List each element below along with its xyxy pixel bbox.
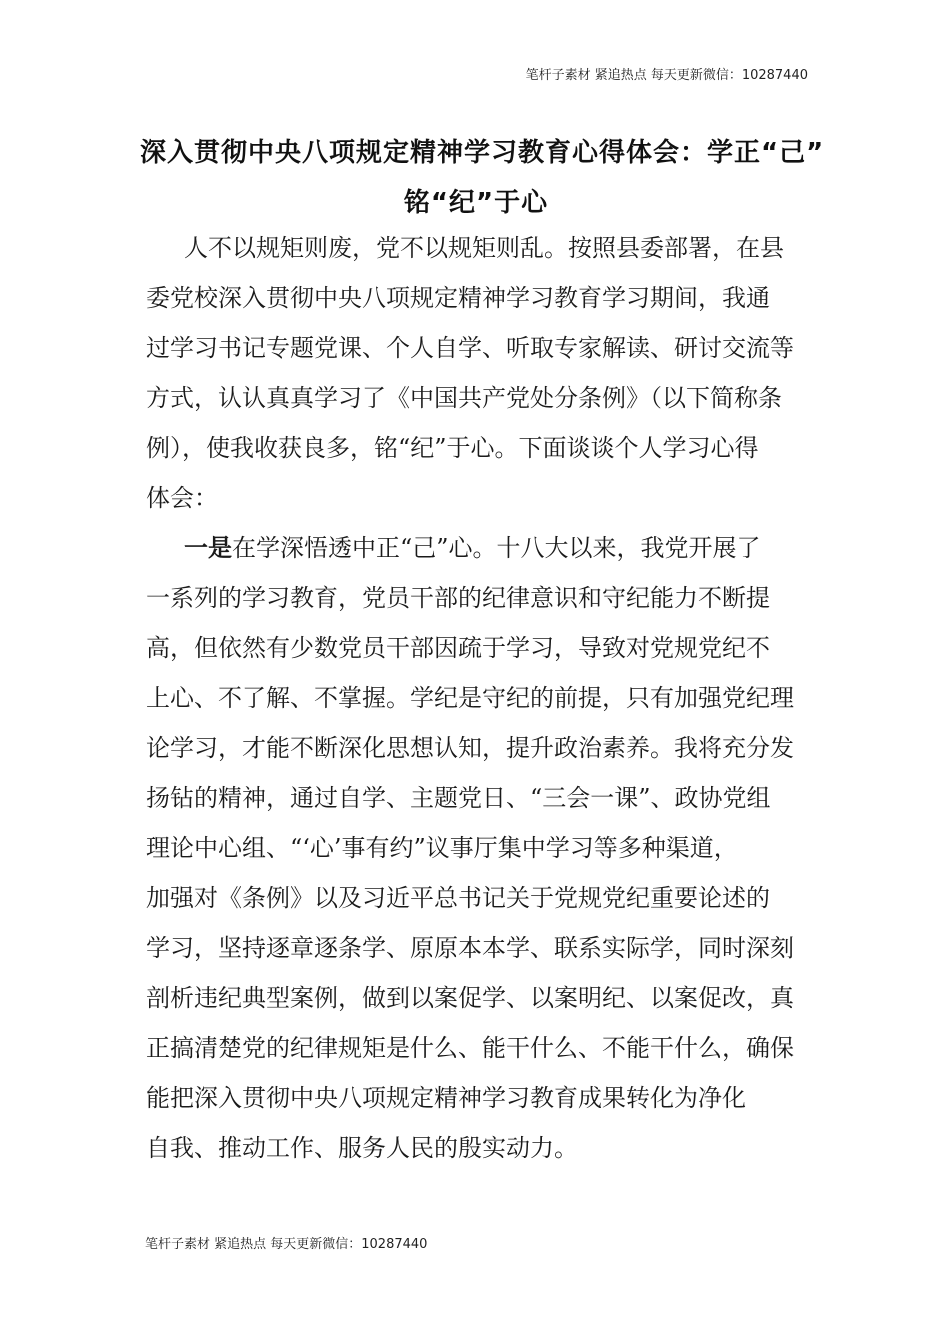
paragraph-2-line-8: 加强对《条例》以及习近平总书记关于党规党纪重要论述的 — [146, 884, 770, 912]
document-title-line-2: 铭“纪”于心 — [403, 188, 549, 218]
paragraph-1-line-1: 人不以规矩则废，党不以规矩则乱。按照县委部署，在县 — [184, 234, 784, 262]
paragraph-2-line-9: 学习，坚持逐章逐条学、原原本本学、联系实际学，同时深刻 — [146, 934, 794, 962]
paragraph-1-line-4: 方式，认认真真学习了《中国共产党处分条例》（以下简称条 — [146, 384, 782, 412]
header-note: 笔杆子素材 紧追热点 每天更新微信：10287440 — [525, 68, 808, 83]
paragraph-2-line-2: 一系列的学习教育，党员干部的纪律意识和守纪能力不断提 — [146, 584, 770, 612]
paragraph-2-line-1 — [184, 533, 761, 563]
paragraph-2-line-3: 高，但依然有少数党员干部因疏于学习，导致对党规党纪不 — [146, 634, 770, 662]
paragraph-1-line-5: 例），使我收获良多，铭“纪”于心。下面谈谈个人学习心得 — [146, 434, 759, 462]
paragraph-2-line-6: 扬钻的精神，通过自学、主题党日、“三会一课”、政协党组 — [146, 784, 771, 812]
paragraph-2-line-4: 上心、不了解、不掌握。学纪是守纪的前提，只有加强党纪理 — [146, 684, 794, 712]
paragraph-2-line-7: 理论中心组、“‘心’事有约”议事厅集中学习等多种渠道， — [146, 834, 738, 862]
footer-note: 笔杆子素材 紧追热点 每天更新微信：10287440 — [145, 1237, 428, 1252]
paragraph-2-line-12: 能把深入贯彻中央八项规定精神学习教育成果转化为净化 — [146, 1084, 746, 1112]
paragraph-2-lead: 一是 — [184, 534, 232, 562]
paragraph-1-line-6: 体会： — [146, 484, 218, 512]
paragraph-1-line-3: 过学习书记专题党课、个人自学、听取专家解读、研讨交流等 — [146, 334, 794, 362]
document-title-line-1: 深入贯彻中央八项规定精神学习教育心得体会：学正“己” — [140, 138, 825, 168]
paragraph-2-line-1-text: 在学深悟透中正“己”心。十八大以来，我党开展了 — [232, 534, 761, 562]
paragraph-2-line-13: 自我、推动工作、服务人民的殷实动力。 — [146, 1134, 578, 1162]
paragraph-2-line-5: 论学习，才能不断深化思想认知，提升政治素养。我将充分发 — [146, 734, 794, 762]
paragraph-2-line-10: 剖析违纪典型案例，做到以案促学、以案明纪、以案促改，真 — [146, 984, 794, 1012]
paragraph-2-line-11: 正搞清楚党的纪律规矩是什么、能干什么、不能干什么，确保 — [146, 1034, 794, 1062]
paragraph-1-line-2: 委党校深入贯彻中央八项规定精神学习教育学习期间，我通 — [146, 284, 770, 312]
